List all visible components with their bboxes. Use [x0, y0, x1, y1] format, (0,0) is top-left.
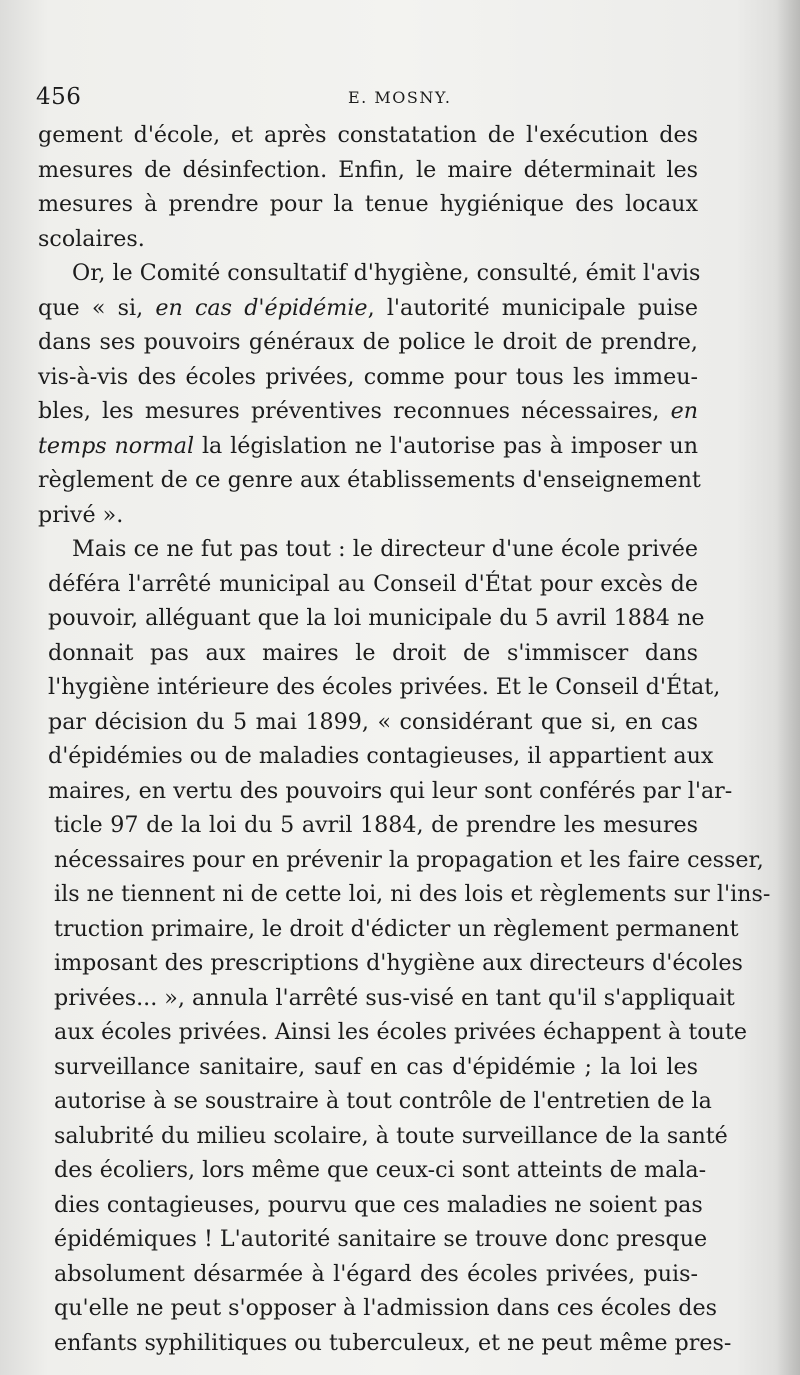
text-line: qu'elle ne peut s'opposer à l'admission dans ces écoles des	[54, 1295, 718, 1321]
text-line: donnait pas aux maires le droit de s'immiscer dans	[48, 639, 698, 666]
text-line: imposant des prescriptions d'hygiène aux directeurs d'écoles	[54, 950, 743, 976]
text-line: scolaires.	[38, 225, 145, 252]
text-line: Mais ce ne fut pas tout : le directeur d'une école privée	[72, 536, 698, 562]
text-line: ils ne tiennent ni de cette loi, ni des lois et règlements sur l'ins-	[54, 881, 771, 907]
text-line: nécessaires pour en prévenir la propagation et les faire cesser,	[54, 846, 764, 873]
text-line: autorise à se soustraire à tout contrôle de l'entretien de la	[54, 1088, 712, 1114]
text-line: des écoliers, lors même que ceux-ci sont atteints de mala-	[54, 1157, 707, 1183]
text-line: l'hygiène intérieure des écoles privées. Et le Conseil d'État,	[48, 674, 721, 700]
text-line: épidémiques ! L'autorité sanitaire se trouve donc presque	[54, 1226, 708, 1252]
italic-phrase: en	[670, 398, 698, 424]
text-line: déféra l'arrêté municipal au Conseil d'État pour excès de	[48, 570, 698, 597]
text-line: par décision du 5 mai 1899, « considérant que si, en cas	[48, 708, 698, 735]
text-line: mesures de désinfection. Enfin, le maire déterminait les	[38, 156, 698, 183]
text-line: absolument désarmée à l'égard des écoles privées, puis-	[54, 1260, 698, 1287]
text-line: règlement de ce genre aux établissements d'enseignement	[38, 467, 701, 493]
text-line: gement d'école, et après constatation de l'exécution des	[38, 122, 698, 148]
text-line: surveillance sanitaire, sauf en cas d'épidémie ; la loi les	[54, 1053, 698, 1080]
text-line: Or, le Comité consultatif d'hygiène, consulté, émit l'avis	[72, 260, 701, 286]
text-line: privées... », annula l'arrêté sus-visé en tant qu'il s'appliquait	[54, 984, 735, 1011]
page-edge-shadow	[776, 0, 800, 1375]
text-line: vis-à-vis des écoles privées, comme pour tous les immeu-	[38, 363, 698, 390]
text-line: maires, en vertu des pouvoirs qui leur sont conférés par l'ar-	[48, 777, 733, 804]
text-line: mesures à prendre pour la tenue hygiénique des locaux	[38, 191, 698, 217]
text-line: dies contagieuses, pourvu que ces maladies ne soient pas	[54, 1191, 703, 1218]
italic-phrase: temps normal	[38, 432, 195, 459]
page-number: 456	[36, 84, 82, 110]
text-line: privé ».	[38, 501, 124, 528]
text-line: dans ses pouvoirs généraux de police le droit de prendre,	[38, 329, 698, 355]
text-line: pouvoir, alléguant que la loi municipale du 5 avril 1884 ne	[48, 605, 705, 631]
running-head: E. MOSNY.	[348, 88, 452, 107]
text-line: temps normal la législation ne l'autorise pas à imposer un	[38, 432, 698, 459]
text-line: truction primaire, le droit d'édicter un règlement permanent	[54, 915, 739, 942]
italic-phrase: en cas d'épidémie	[155, 294, 368, 321]
text-line: salubrité du milieu scolaire, à toute surveillance de la santé	[54, 1122, 728, 1149]
text-line: d'épidémies ou de maladies contagieuses, il appartient aux	[48, 743, 714, 769]
text-line: bles, les mesures préventives reconnues nécessaires, en	[38, 398, 698, 424]
text-line: enfants syphilitiques ou tuberculeux, et ne peut même pres-	[54, 1329, 732, 1356]
page-header	[36, 84, 716, 114]
text-line: aux écoles privées. Ainsi les écoles privées échappent à toute	[54, 1019, 747, 1045]
text-line: ticle 97 de la loi du 5 avril 1884, de prendre les mesures	[54, 812, 698, 838]
text-line: que « si, en cas d'épidémie, l'autorité municipale puise	[38, 294, 698, 321]
body-text	[38, 118, 771, 1360]
